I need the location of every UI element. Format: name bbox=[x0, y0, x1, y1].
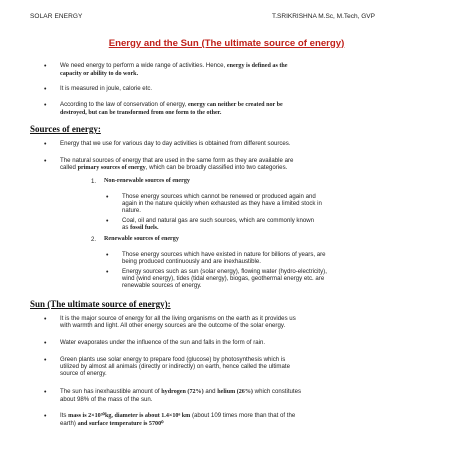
text-run: called bbox=[60, 164, 78, 172]
renewable-bullet-2 bbox=[122, 268, 327, 290]
text-run: It is the major source of energy for all the living organisms on the earth as it provides us bbox=[60, 315, 296, 322]
sun-bullet-4 bbox=[60, 388, 301, 403]
page-title: Energy and the Sun (The ultimate source of energy) bbox=[108, 38, 345, 49]
intro-bullet-2: It is measured in joule, calorie etc. bbox=[60, 85, 153, 92]
text-run: renewable sources of energy. bbox=[122, 282, 202, 290]
bold-run: helium (26%) bbox=[217, 389, 253, 395]
text-run: Energy sources such as sun (solar energy), flowing water (hydro-electricity), bbox=[122, 268, 327, 275]
sun-bullet-3 bbox=[60, 356, 290, 378]
text-run: utilized by almost all animals (directly or indirectly) on earth, hence called the ultimate bbox=[60, 363, 290, 371]
text-run: Coal, oil and natural gas are such sources, which are commonly known bbox=[122, 217, 315, 224]
bold-run: fossil fuels. bbox=[130, 225, 159, 232]
text-run: Green plants use solar energy to prepare food (glucose) by photosynthesis which is bbox=[60, 356, 286, 363]
bullet-icon: • bbox=[106, 218, 109, 225]
text-run: source of energy. bbox=[60, 370, 107, 378]
bullet-icon: • bbox=[106, 269, 109, 276]
nonrenewable-bullet-1 bbox=[122, 193, 322, 215]
text-run: with warmth and light. All other energy sources are the outcome of the solar energy. bbox=[60, 322, 286, 330]
sun-bullet-2: Water evaporates under the influence of the sun and falls in the form of rain. bbox=[60, 339, 266, 346]
text-run: again in the nature quickly when exhausted as they have a limited stock in bbox=[122, 200, 322, 208]
text-run: being produced continuously and are inexhaustible. bbox=[122, 258, 261, 266]
text-run: earth) bbox=[60, 420, 78, 428]
text-run: Those energy sources which have existed in nature for billions of years, are bbox=[122, 251, 326, 258]
section-heading-sources: Sources of energy: bbox=[30, 124, 101, 134]
subheading-nonrenewable: Non-renewable sources of energy bbox=[104, 178, 190, 184]
bold-run: primary sources of energy bbox=[77, 165, 146, 172]
text-run: We need energy to perform a wide range of activities. Hence, bbox=[60, 62, 227, 69]
text-run: which constitutes bbox=[252, 388, 302, 395]
bullet-icon: • bbox=[106, 194, 109, 201]
nonrenewable-bullet-2 bbox=[122, 217, 314, 232]
list-number: 1. bbox=[91, 178, 97, 185]
sources-bullet-1: Energy that we use for various day to day activities is obtained from different sources. bbox=[60, 140, 291, 147]
bullet-icon: • bbox=[44, 86, 47, 93]
bold-run: capacity or ability to do work. bbox=[60, 71, 139, 78]
sources-bullet-2 bbox=[60, 157, 293, 172]
text-run: and bbox=[203, 388, 218, 395]
text-run: about 98% of the mass of the sun. bbox=[60, 396, 153, 404]
text-run: wind (wind energy), tides (tidal energy), biogas, geothermal energy etc. are bbox=[122, 275, 325, 283]
text-run: nature. bbox=[122, 207, 141, 215]
text-run: (about 109 times more than that of the bbox=[190, 412, 296, 419]
bold-run: energy can neither be created nor be bbox=[187, 102, 283, 108]
text-run: According to the law of conservation of energy, bbox=[60, 101, 188, 108]
bullet-icon: • bbox=[44, 63, 47, 70]
text-run: Its bbox=[60, 412, 69, 419]
list-number: 2. bbox=[91, 236, 97, 243]
intro-bullet-3 bbox=[60, 101, 283, 117]
renewable-bullet-1 bbox=[122, 251, 326, 265]
bullet-icon: • bbox=[44, 357, 47, 364]
section-heading-sun: Sun (The ultimate source of energy): bbox=[30, 299, 171, 309]
subheading-renewable: Renewable sources of energy bbox=[104, 236, 179, 242]
text-run: as bbox=[122, 224, 131, 232]
bullet-icon: • bbox=[44, 102, 47, 109]
header-right: T.SRIKRISHNA M.Sc, M.Tech, GVP bbox=[272, 13, 375, 20]
bullet-icon: • bbox=[44, 316, 47, 323]
bullet-icon: • bbox=[44, 413, 47, 420]
text-run: Those energy sources which cannot be renewed or produced again and bbox=[122, 193, 316, 200]
bold-run: energy is defined as the bbox=[226, 63, 288, 69]
bullet-icon: • bbox=[44, 141, 47, 148]
header-left: SOLAR ENERGY bbox=[30, 13, 83, 20]
bold-run: destroyed, but can be transformed from one form to the other. bbox=[60, 110, 222, 117]
bold-run: and surface temperature is 5700⁰ bbox=[77, 421, 164, 428]
bullet-icon: • bbox=[44, 389, 47, 396]
intro-bullet-1 bbox=[60, 62, 288, 78]
bold-run: mass is 2×10³⁰kg, diameter is about 1.4×10⁶ km bbox=[68, 413, 191, 419]
text-run: The sun has inexhaustible amount of bbox=[60, 388, 162, 395]
text-run: , which can be broadly classified into two categories. bbox=[145, 164, 288, 172]
bold-run: hydrogen (72%) bbox=[161, 389, 204, 395]
bullet-icon: • bbox=[44, 340, 47, 347]
text-run: The natural sources of energy that are used in the same form as they are available are bbox=[60, 157, 294, 164]
sun-bullet-5 bbox=[60, 412, 295, 428]
sun-bullet-1 bbox=[60, 315, 296, 329]
bullet-icon: • bbox=[106, 252, 109, 259]
bullet-icon: • bbox=[44, 158, 47, 165]
